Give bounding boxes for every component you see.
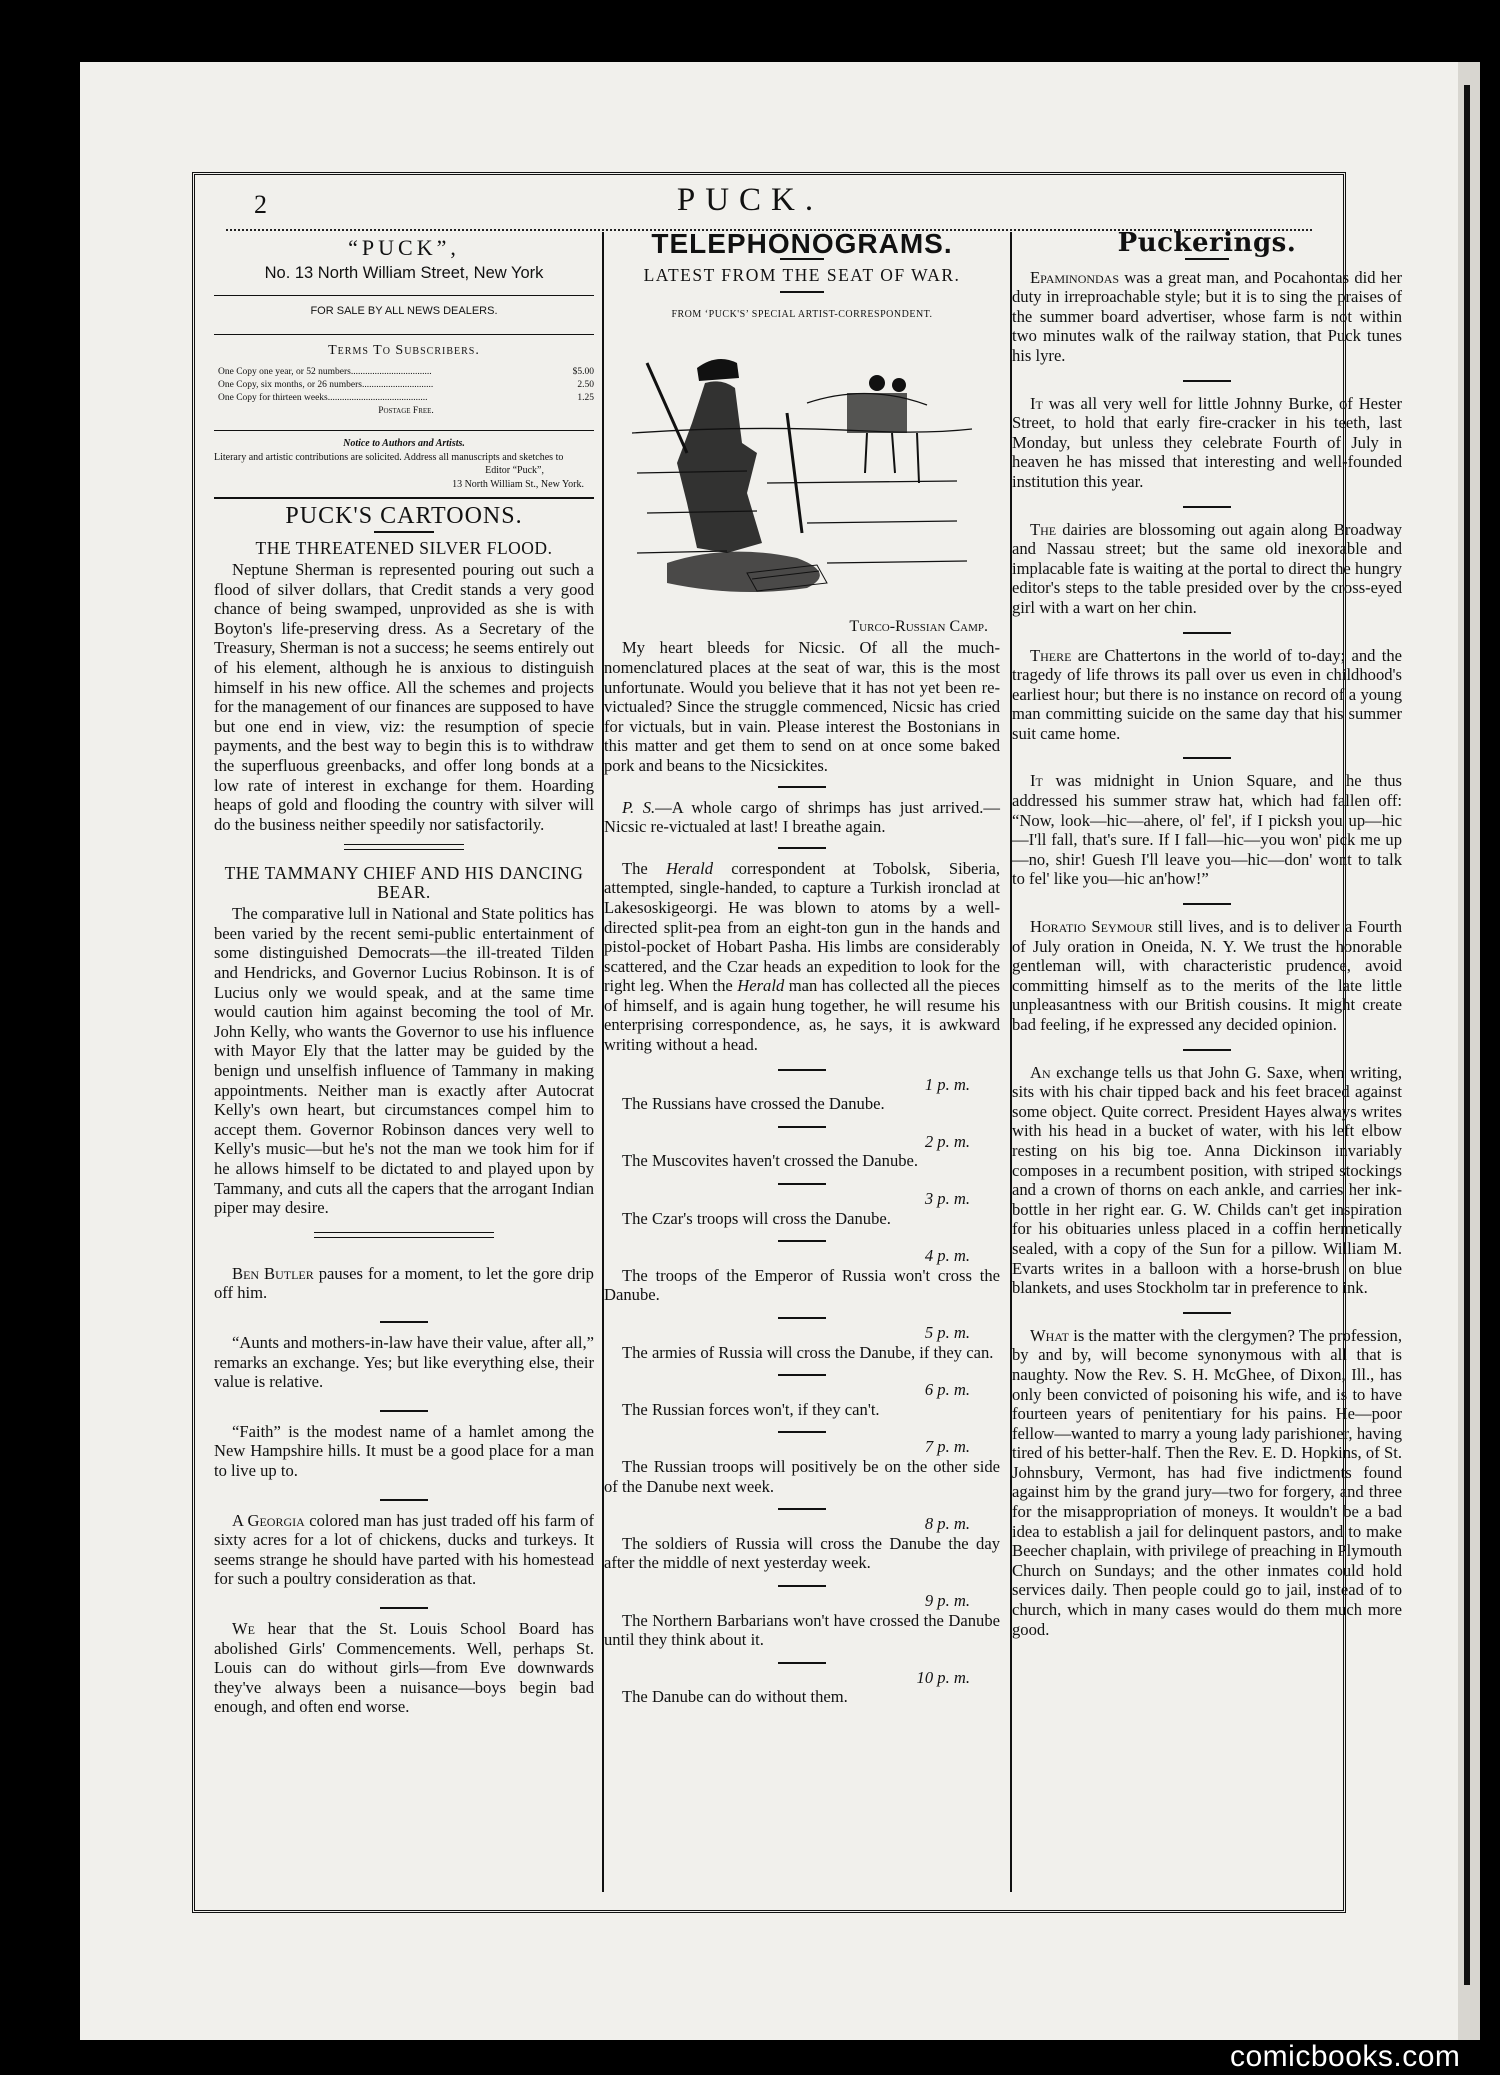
correspondent-line: FROM ‘PUCK'S’ SPECIAL ARTIST-CORRESPONDENT.	[671, 309, 933, 321]
paragraph-item: There are Chattertons in the world of to-day; and the tragedy of life throws its pall over us even in childhood's earliest hour; but there is no instance on record of a young man committing suicide on the same day that his summer suit came home.	[1012, 645, 1402, 743]
notice-title: Notice to Authors and Artists.	[343, 438, 465, 450]
spine-shadow	[1464, 85, 1470, 1985]
item-divider	[778, 1126, 826, 1128]
item-divider	[1183, 903, 1231, 905]
bulletin: 4 p. m. The troops of the Emperor of Russia won't cross the Danube.	[604, 1246, 1000, 1305]
column-right	[1012, 228, 1402, 1639]
article-title: THE THREATENED SILVER FLOOD.	[255, 537, 553, 558]
item-divider	[778, 1240, 826, 1242]
telephonograms-subtitle: LATEST FROM THE SEAT OF WAR.	[643, 264, 961, 285]
paragraph-item: “Faith” is the modest name of a hamlet among the New Hampshire hills. It must be a good place for a man to live up to.	[214, 1421, 594, 1480]
puckerings-title: Puckerings.	[1117, 228, 1297, 258]
item-divider	[1183, 380, 1231, 382]
article-body: Neptune Sherman is represented pouring out such a flood of silver dollars, that Credit stands a very good chance of being swamped, unprovided as she is with Boyton's life-preserving dress. As a Secretary of the Treasury, Sherman is not a success; he seems entirely out of his element, although he is anxious to distinguish himself in his new office. All the schemes and projects for the management of our finances are supposed to have but one end in view, viz: the resumption of specie payments, and the best way to begin this is to withdraw the superfluous greenbacks, and offer long bonds at a low rate of interest in exchange for them. Hoarding heaps of gold and flooding the country with silver will do the business neither speedily nor satisfactorily.	[214, 559, 594, 834]
bulletin: 10 p. m. The Danube can do without them.	[622, 1667, 970, 1707]
item-divider	[778, 847, 826, 849]
box-sale-notice: FOR SALE BY ALL NEWS DEALERS.	[214, 295, 594, 322]
terms-row: One Copy one year, or 52 numbers.................................. $5.00	[218, 367, 594, 378]
item-divider	[380, 1499, 428, 1501]
article-body: The comparative lull in National and State politics has been varied by the recent semi-public entertainment of some distinguished Democrats—the ill-treated Tilden and Hendricks, and Governor Lucius Robinson. It is of Lucius only we would speak, and at the same time would caution him against becoming the tool of Mr. John Kelly, who wants the Governor to use his influence with Mayor Ely that the latter may be guided by the benign und unselfish influence of Tammany in making appointments. Neither man is exactly after Autocrat Kelly's own heart, but circumstances compel him to accept them. Governor Robinson dances very well to Kelly's music—but he's not the man we took him for if he allows himself to be dictated to and played upon by Tammany, and cuts all the capers that the arrogant Indian piper may desire.	[214, 904, 594, 1218]
item-divider	[778, 1508, 826, 1510]
item-divider	[778, 1069, 826, 1071]
bulletin: 9 p. m. The Northern Barbarians won't have crossed the Danube until they think about it.	[604, 1590, 1000, 1650]
paragraph-item: “Aunts and mothers-in-law have their value, after all,” remarks an exchange. Yes; but like everything else, their value is relative.	[214, 1332, 594, 1392]
paragraph-item: Epaminondas was a great man, and Pocahontas did her duty in irreproachable style; but it is to sing the praises of the summer board advertiser, whose farm is not within two minutes walk of the railway station, that Puck tunes his lyre.	[1012, 267, 1402, 365]
telephonograms-title: TELEPHONOGRAMS.	[651, 228, 953, 259]
bulletin: 8 p. m. The soldiers of Russia will cross the Danube the day after the middle of next yesterday week.	[604, 1514, 1000, 1573]
illustration-caption: Turco-Russian Camp.	[849, 617, 988, 635]
terms-list	[218, 366, 594, 418]
paragraph-item: It was all very well for little Johnny Burke, of Hester Street, to hold that early fire-cracker in his teeth, last Monday, but unless they celebrate Fourth of July in heaven he has missed that interesting and well-founded institution this year.	[1012, 393, 1402, 491]
article-divider	[344, 844, 464, 850]
article-divider	[314, 1232, 494, 1238]
bulletin: 2 p. m. The Muscovites haven't crossed the Danube.	[622, 1131, 970, 1171]
item-divider	[778, 1374, 826, 1376]
item-divider	[778, 1317, 826, 1319]
paragraph-item: Horatio Seymour still lives, and is to deliver a Fourth of July oration in Oneida, N. Y. We trust the honorable gentleman will, with characteristic prudence, avoid committing himself as to the merits of the late little unpleasantness with our British cousins. It might create bad feeling, if he expressed any decided opinion.	[1012, 917, 1402, 1034]
item-divider	[1183, 1049, 1231, 1051]
item-divider	[778, 1183, 826, 1185]
postage-note: Postage Free.	[378, 406, 434, 417]
bulletin: 6 p. m. The Russian forces won't, if they can't.	[622, 1380, 970, 1419]
bulletin: 7 p. m. The Russian troops will positively be on the other side of the Danube next week.	[604, 1437, 1000, 1496]
turco-russian-camp-illustration	[627, 333, 977, 613]
notice-text: Literary and artistic contributions are solicited. Address all manuscripts and sketches to	[214, 451, 564, 463]
paragraph-item: Ben Butler pauses for a moment, to let the gore drip off him.	[214, 1263, 594, 1303]
item-divider	[1183, 506, 1231, 508]
item-divider	[778, 1431, 826, 1433]
notice-editor: Editor “Puck”,	[485, 465, 544, 477]
paragraph-item: The dairies are blossoming out again along Broadway and Nassau street; but the same old inexorable and implacable fate is waiting at the portal to direct the hungry editor's steps to the table presided over by the cross-eyed girl with a wart on her chin.	[1012, 519, 1402, 617]
paragraph-item: We hear that the St. Louis School Board has abolished Girls' Commencements. Well, perhaps St. Louis can do without girls—from Eve downwards they've always been a nuisance—boys begin bad enough, and often end worse.	[214, 1618, 594, 1717]
terms-row: One Copy for thirteen weeks.......................................... 1.25	[218, 393, 594, 404]
subtitle-rule	[780, 291, 824, 293]
box-title: “PUCK”,	[348, 235, 460, 260]
bulletin: 5 p. m. The armies of Russia will cross the Danube, if they can.	[622, 1323, 994, 1362]
terms-row: One Copy, six months, or 26 numbers.............................. 2.50	[218, 380, 594, 391]
item-divider	[380, 1410, 428, 1412]
paragraph-item: An exchange tells us that John G. Saxe, when writing, sits with his chair tipped back and his feet braced against some object. Quite correct. President Hayes always writes with his head in a bucket of water, with his left elbow resting on his big toe. Anna Dickinson invariably composes in a recumbent position, with striped stockings and a crown of thorns on each ankle, and carries her ink-bottle in her right ear. G. W. Childs can't get inspiration for his obituaries unless placed in a coffin hermetically sealed, with a copy of the Sun for a pillow. William M. Evarts writes in a balloon with a horse-brush on blue blankets, and uses Stockholm tar in preference to ink.	[1012, 1062, 1402, 1298]
box-address: No. 13 North William Street, New York	[264, 263, 544, 282]
column-left	[214, 232, 594, 1717]
item-divider	[1183, 757, 1231, 759]
article-body: My heart bleeds for Nicsic. Of all the much-nomenclatured places at the seat of war, this is the most unfortunate. Would you believe that it has not yet been re-victualed? Since the struggle commenced, Nicsic has cried for victuals, but in vain. Please interest the Bostonians in this matter and get them to send on at once some baked pork and beans to the Nicsickites.	[604, 638, 1000, 775]
item-divider	[1183, 632, 1231, 634]
notice-block	[214, 430, 594, 491]
section-rule	[374, 531, 434, 533]
page-number: 2	[254, 190, 267, 219]
notice-editor-address: 13 North William St., New York.	[452, 478, 584, 490]
item-divider	[778, 1662, 826, 1664]
column-middle	[604, 228, 1000, 1707]
article-body: The Herald correspondent at Tobolsk, Siberia, attempted, single-handed, to capture a Turkish ironclad at Lakesoskigeorgi. He was blown to atoms by a well-directed split-pea from an eight-ton gun in the hands and pistol-pocket of Hobart Pasha. His limbs are considerably scattered, and the Czar heads an expedition to look for the right leg. When the Herald man has collected all the pieces of himself, and is again hung together, he will resume his enterprising correspondence, as, he says, it is awkward writing without a head.	[604, 858, 1000, 1055]
bulletin: 3 p. m. The Czar's troops will cross the Danube.	[622, 1189, 970, 1228]
paragraph-item: It was midnight in Union Square, and he thus addressed his summer straw hat, which had fallen off: “Now, look—hic—ahere, ol' fel', if I picksh you up—hic—I'll fall, that's sure. If I fall—hic—you won' pick me up—no, shir! Guesh I'll leave you—hic—don' wont to talk to fel' like you—hic an'how!”	[1012, 771, 1402, 889]
item-divider	[380, 1607, 428, 1609]
item-divider	[778, 1585, 826, 1587]
item-divider	[1183, 1312, 1231, 1314]
postscript: P. S.—A whole cargo of shrimps has just arrived.—Nicsic re-victualed at last! I breathe again.	[604, 797, 1000, 837]
item-divider	[778, 786, 826, 788]
masthead: PUCK.	[676, 182, 824, 218]
item-divider	[380, 1321, 428, 1323]
paragraph-item: A Georgia colored man has just traded off his farm of sixty acres for a lot of chickens, ducks and turkeys. It seems strange he should have parted with his homestead for such a poultry consideration as that.	[214, 1510, 594, 1589]
article-title: THE TAMMANY CHIEF AND HIS DANCING BEAR.	[224, 863, 584, 903]
paragraph-item: What is the matter with the clergymen? The profession, by and by, will become synonymous with all that is naughty. Now the Rev. S. H. McGhee, of Dixon, Ill., has only been convicted of poisoning his wife, and is to have fourteen years of penitentiary for his pains. He—poor fellow—wanted to marry a young lady parishioner, having tired of his better-half. Then the Rev. E. D. Hopkins, of St. Johnsbury, Vermont, has had five indictments found against him by the grand jury—two for forgery, and three for the misappropriation of moneys. It wouldn't be a bad idea to establish a jail for delinquent pastors, and to make Beecher chaplain, with privilege of preaching in Plymouth Church on Sundays; and the other inmates could hold services daily. Then people could go to jail, instead of to church, which in many cases would do them much more good.	[1012, 1325, 1402, 1639]
terms-title: Terms To Subscribers.	[214, 334, 594, 361]
subscription-box	[214, 235, 594, 499]
site-watermark: comicbooks.com	[1230, 2040, 1461, 2073]
section-title: PUCK'S CARTOONS.	[285, 503, 523, 530]
bulletin: 1 p. m. The Russians have crossed the Danube.	[622, 1074, 970, 1114]
